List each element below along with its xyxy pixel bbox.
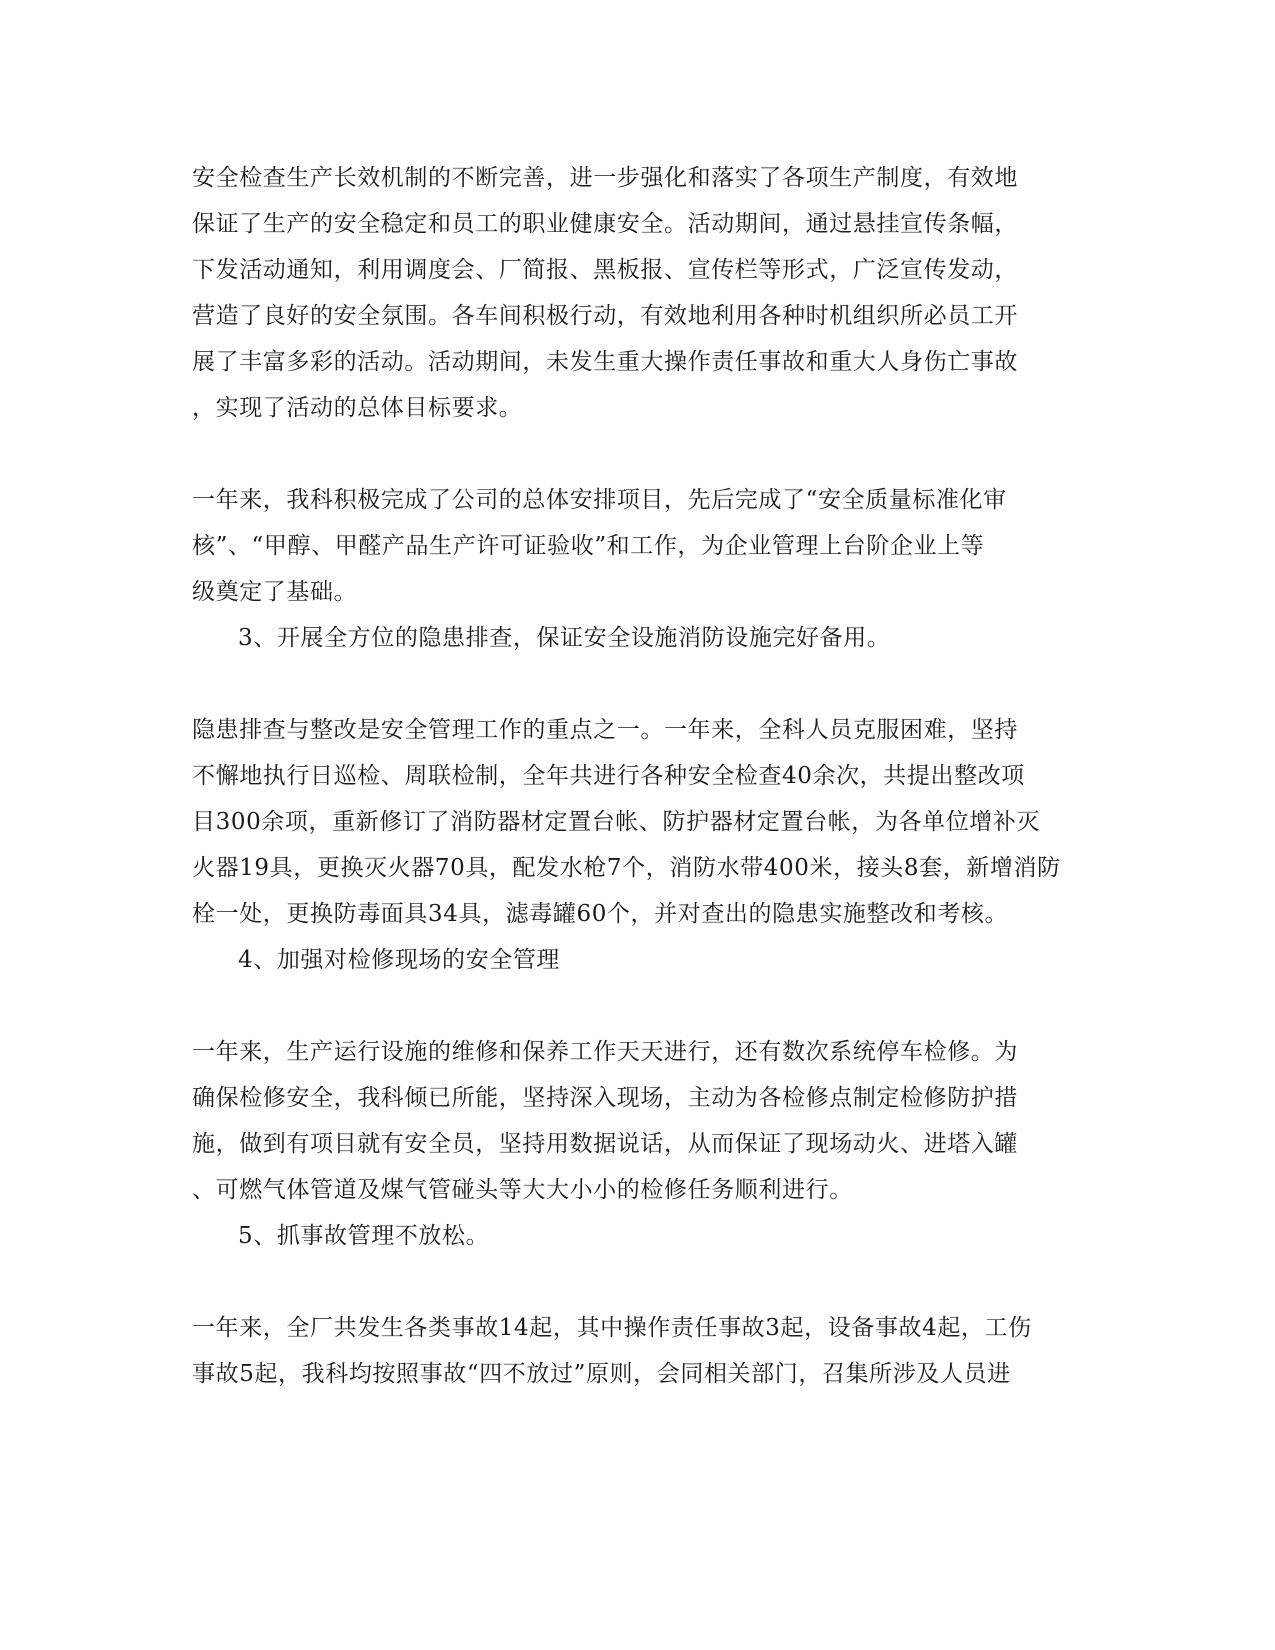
- paragraph-2: [192, 477, 1092, 615]
- text-line: 营造了良好的安全氛围。各车间积极行动，有效地利用各种时机组织所必员工开: [192, 303, 1018, 329]
- text-line: 一年来，生产运行设施的维修和保养工作天天进行，还有数次系统停车检修。为: [192, 1039, 1018, 1065]
- text-line: 核”、“甲醇、甲醛产品生产许可证验收”和工作，为企业管理上台阶企业上等: [192, 533, 985, 559]
- section-heading-4: 4、加强对检修现场的安全管理: [238, 947, 561, 973]
- paragraph-5: [192, 1305, 1092, 1397]
- text-line: 火器19具，更换灭火器70具，配发水枪7个，消防水带400米，接头8套，新增消防: [192, 855, 1061, 881]
- paragraph-3: [192, 707, 1092, 937]
- text-line: 隐患排查与整改是安全管理工作的重点之一。一年来，全科人员克服困难，坚持: [192, 717, 1018, 743]
- section-heading-5: 5、抓事故管理不放松。: [238, 1223, 490, 1249]
- text-line: 一年来，全厂共发生各类事故14起，其中操作责任事故3起，设备事故4起，工伤: [192, 1315, 1032, 1341]
- text-line: 栓一处，更换防毒面具34具，滤毒罐60个，并对查出的隐患实施整改和考核。: [192, 901, 1009, 927]
- text-line: 目300余项，重新修订了消防器材定置台帐、防护器材定置台帐，为各单位增补灭: [192, 809, 1041, 835]
- text-line: 、可燃气体管道及煤气管碰头等大大小小的检修任务顺利进行。: [192, 1177, 853, 1203]
- text-line: 下发活动通知，利用调度会、厂简报、黑板报、宣传栏等形式，广泛宣传发动，: [192, 257, 1018, 283]
- paragraph-4: [192, 1029, 1092, 1213]
- text-line: 保证了生产的安全稳定和员工的职业健康安全。活动期间，通过悬挂宣传条幅，: [192, 211, 1018, 237]
- text-line: 级奠定了基础。: [192, 579, 358, 605]
- paragraph-spacer: [192, 983, 1092, 1029]
- text-line: 不懈地执行日巡检、周联检制，全年共进行各种安全检查40余次，共提出整改项: [192, 763, 1025, 789]
- paragraph-spacer: [192, 1259, 1092, 1305]
- paragraph-spacer: [192, 661, 1092, 707]
- document-body: [192, 155, 1092, 1397]
- text-line: ，实现了活动的总体目标要求。: [192, 395, 523, 421]
- text-line: 安全检查生产长效机制的不断完善，进一步强化和落实了各项生产制度，有效地: [192, 165, 1018, 191]
- section-heading-3: 3、开展全方位的隐患排查，保证安全设施消防设施完好备用。: [238, 625, 891, 651]
- text-line: 施，做到有项目就有安全员，坚持用数据说话，从而保证了现场动火、进塔入罐: [192, 1131, 1018, 1157]
- text-line: 展了丰富多彩的活动。活动期间，未发生重大操作责任事故和重大人身伤亡事故: [192, 349, 1018, 375]
- text-line: 一年来，我科积极完成了公司的总体安排项目，先后完成了“安全质量标准化审: [192, 487, 1007, 513]
- paragraph-1: [192, 155, 1092, 431]
- text-line: 事故5起，我科均按照事故“四不放过”原则，会同相关部门，召集所涉及人员进: [192, 1361, 1011, 1387]
- text-line: 确保检修安全，我科倾已所能，坚持深入现场，主动为各检修点制定检修防护措: [192, 1085, 1018, 1111]
- paragraph-spacer: [192, 431, 1092, 477]
